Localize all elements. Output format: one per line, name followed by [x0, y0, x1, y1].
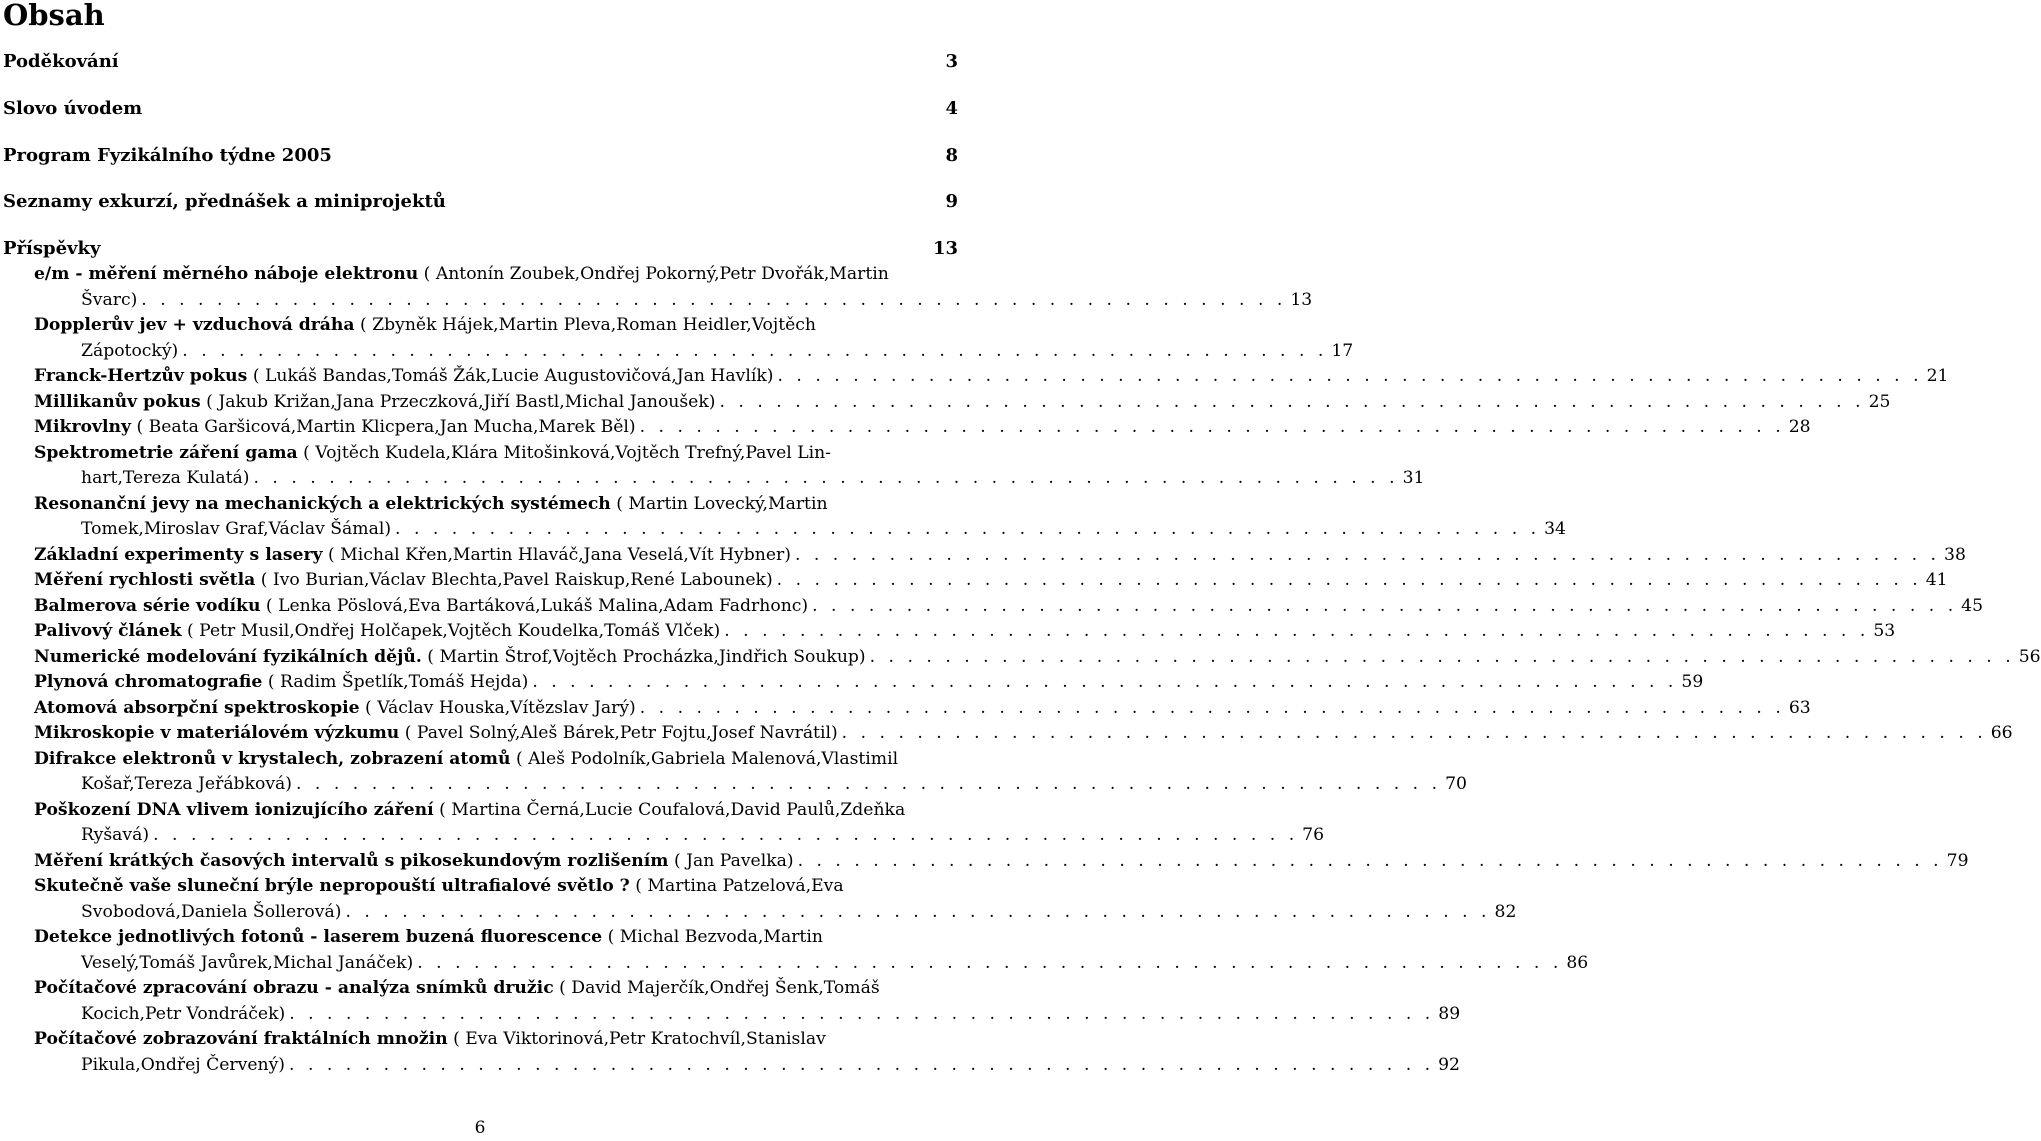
- entry-first-line: [34, 747, 958, 773]
- entry-first-line: [34, 313, 958, 339]
- entry-authors-cont: Kocich,Petr Vondráček): [81, 1003, 286, 1024]
- entry-authors: ( Lenka Pöslová,Eva Bartáková,Lukáš Malina,Adam Fadrhonc): [260, 595, 809, 616]
- entry-page: 66: [1990, 723, 2013, 743]
- entry-title: Mikrovlny: [34, 417, 131, 437]
- entry-title: Spektrometrie záření gama: [34, 442, 298, 463]
- dot-leader: . . . . . . . . . . . . . . . . . . . . . . . . . . . . . . . . . . . . . . . . . . . . . . . . . . . . . . . . . . . . .: [296, 774, 1442, 794]
- dot-leader: . . . . . . . . . . . . . . . . . . . . . . . . . . . . . . . . . . . . . . . . . . . . . . . . . . . . . . . . . . . . .: [794, 544, 1941, 565]
- toc-entry[interactable]: [34, 492, 1566, 543]
- entry-authors: ( Václav Houska,Vítězslav Jarý): [359, 697, 636, 718]
- entry-authors: ( Pavel Solný,Aleš Bárek,Petr Fojtu,Josef Navrátil): [399, 723, 838, 743]
- chapter-label: Seznamy exkurzí, přednášek a miniprojektů: [3, 191, 446, 212]
- toc-entry[interactable]: [34, 849, 1969, 875]
- chapter-page: 9: [945, 191, 958, 212]
- toc-entry[interactable]: [34, 721, 2013, 747]
- entry-text: [34, 849, 794, 875]
- entry-title: Detekce jednotlivých fotonů - laserem buzená fluorescence: [34, 927, 603, 947]
- entry-authors: ( David Majerčík,Ondřej Šenk,Tomáš: [553, 978, 880, 998]
- toc-entry[interactable]: [34, 696, 1811, 722]
- dot-leader: . . . . . . . . . . . . . . . . . . . . . . . . . . . . . . . . . . . . . . . . . . . . . . . . . . . . . . . . . . . . .: [639, 417, 1785, 437]
- toc-entry[interactable]: [34, 798, 1325, 849]
- entry-text: [34, 696, 636, 722]
- toc-entry[interactable]: [34, 594, 1984, 620]
- toc-entry[interactable]: [34, 670, 1704, 696]
- entry-authors-cont: Pikula,Ondřej Červený): [81, 1054, 286, 1075]
- entry-text: [34, 543, 791, 569]
- dot-leader: . . . . . . . . . . . . . . . . . . . . . . . . . . . . . . . . . . . . . . . . . . . . . . . . . . . . . . . . . . . . .: [797, 850, 1943, 871]
- entry-authors: ( Antonín Zoubek,Ondřej Pokorný,Petr Dvořák,Martin: [418, 264, 889, 284]
- toc-entry[interactable]: [34, 415, 1811, 441]
- entry-first-line: [34, 925, 958, 951]
- entry-authors: ( Eva Viktorinová,Petr Kratochvíl,Stanislav: [447, 1029, 826, 1049]
- entry-authors: ( Michal Křen,Martin Hlaváč,Jana Veselá,Vít Hybner): [322, 544, 791, 565]
- entry-authors-cont: Košař,Tereza Jeřábková): [81, 774, 292, 794]
- entry-authors: ( Aleš Podolník,Gabriela Malenová,Vlastimil: [510, 748, 899, 769]
- entry-text: [34, 364, 773, 390]
- entry-title: Dopplerův jev + vzduchová dráha: [34, 315, 355, 335]
- entry-first-line: [34, 441, 958, 467]
- toc-chapter-prispevky[interactable]: [3, 237, 958, 261]
- dot-leader: . . . . . . . . . . . . . . . . . . . . . . . . . . . . . . . . . . . . . . . . . . . . . . . . . . . . . . . . . . . . .: [777, 366, 1923, 386]
- page-number: 6: [474, 1118, 486, 1138]
- toc-entry[interactable]: [34, 747, 1467, 798]
- entry-authors-cont: Švarc): [81, 289, 138, 310]
- toc-chapter-program[interactable]: [3, 144, 958, 168]
- toc-entry[interactable]: [34, 543, 1966, 569]
- entry-authors-cont: Veselý,Tomáš Javůrek,Michal Janáček): [81, 952, 414, 973]
- entry-page: 56: [2018, 646, 2041, 667]
- entry-authors: ( Michal Bezvoda,Martin: [602, 927, 823, 947]
- toc-entry[interactable]: [34, 262, 1313, 313]
- chapter-label: Slovo úvodem: [3, 98, 143, 119]
- toc-entry[interactable]: [34, 390, 1891, 416]
- entry-first-line: [34, 1027, 958, 1053]
- entry-page: 28: [1788, 417, 1811, 437]
- entry-page: 34: [1544, 519, 1566, 539]
- dot-leader: . . . . . . . . . . . . . . . . . . . . . . . . . . . . . . . . . . . . . . . . . . . . . . . . . . . . . . . . . . . . .: [289, 1003, 1435, 1024]
- entry-title: Základní experimenty s lasery: [34, 544, 323, 565]
- entry-title: e/m - měření měrného náboje elektronu: [34, 264, 419, 284]
- entry-text: [34, 390, 715, 416]
- entry-authors: ( Beata Garšicová,Martin Klicpera,Jan Mucha,Marek Běl): [130, 417, 636, 437]
- entry-authors: ( Martina Černá,Lucie Coufalová,David Paulů,Zdeňka: [433, 799, 906, 820]
- dot-leader: . . . . . . . . . . . . . . . . . . . . . . . . . . . . . . . . . . . . . . . . . . . . . . . . . . . . . . . . . . . . .: [153, 825, 1299, 845]
- entry-text: [34, 670, 528, 696]
- entry-title: Palivový článek: [34, 621, 182, 641]
- entry-first-line: [34, 262, 958, 288]
- entry-page: 45: [1961, 595, 1984, 616]
- entry-authors-cont: Tomek,Miroslav Graf,Václav Šámal): [81, 519, 392, 539]
- entry-title: Numerické modelování fyzikálních dějů.: [34, 646, 422, 667]
- entry-page: 41: [1925, 570, 1948, 590]
- entry-page: 17: [1331, 340, 1354, 361]
- entry-text: [34, 568, 773, 594]
- entry-title: Počítačové zobrazování fraktálních množin: [34, 1029, 448, 1049]
- entry-text: [34, 415, 636, 441]
- entry-title: Resonanční jevy na mechanických a elektrických systémech: [34, 493, 611, 514]
- dot-leader: . . . . . . . . . . . . . . . . . . . . . . . . . . . . . . . . . . . . . . . . . . . . . . . . . . . . . . . . . . . . .: [417, 952, 1563, 973]
- entry-page: 92: [1438, 1054, 1460, 1075]
- entry-authors: ( Jan Pavelka): [668, 850, 794, 871]
- dot-leader: . . . . . . . . . . . . . . . . . . . . . . . . . . . . . . . . . . . . . . . . . . . . . . . . . . . . . . . . . . . . .: [841, 723, 1987, 743]
- toc-entry[interactable]: [34, 364, 1949, 390]
- entry-authors: ( Lukáš Bandas,Tomáš Žák,Lucie Augustovičová,Jan Havlík): [247, 366, 774, 386]
- toc-chapter-slovo-uvodem[interactable]: [3, 97, 958, 121]
- chapter-page: 3: [945, 51, 958, 72]
- entry-title: Poškození DNA vlivem ionizujícího záření: [34, 799, 434, 820]
- page-title: Obsah: [3, 0, 105, 32]
- toc-entry[interactable]: [34, 976, 1461, 1027]
- entry-page: 86: [1566, 952, 1589, 973]
- entry-title: Difrakce elektronů v krystalech, zobrazení atomů: [34, 748, 511, 769]
- contributions-list: [0, 262, 2041, 1078]
- entry-page: 31: [1402, 468, 1425, 488]
- toc-chapter-seznamy[interactable]: [3, 190, 958, 214]
- entry-page: 53: [1873, 621, 1896, 641]
- entry-text: [34, 645, 866, 671]
- dot-leader: . . . . . . . . . . . . . . . . . . . . . . . . . . . . . . . . . . . . . . . . . . . . . . . . . . . . . . . . . . . . .: [812, 595, 1958, 616]
- entry-authors: ( Jakub Križan,Jana Przeczková,Jiří Bastl,Michal Janoušek): [200, 391, 716, 412]
- toc-entry[interactable]: [34, 645, 2041, 671]
- entry-authors: ( Vojtěch Kudela,Klára Mitošinková,Vojtěch Trefný,Pavel Lin-: [297, 442, 831, 463]
- chapter-page: 8: [945, 145, 958, 166]
- entry-page: 13: [1290, 289, 1313, 310]
- toc-entry[interactable]: [34, 874, 1517, 925]
- entry-first-line: [34, 874, 958, 900]
- dot-leader: . . . . . . . . . . . . . . . . . . . . . . . . . . . . . . . . . . . . . . . . . . . . . . . . . . . . . . . . . . . . .: [719, 391, 1865, 412]
- entry-text: [34, 594, 808, 620]
- entry-authors-cont: Svobodová,Daniela Šollerová): [81, 901, 342, 922]
- entry-authors: ( Martin Lovecký,Martin: [610, 493, 828, 514]
- entry-page: 21: [1926, 366, 1949, 386]
- entry-authors-cont: Zápotocký): [81, 340, 179, 361]
- toc-entry[interactable]: [34, 441, 1425, 492]
- entry-title: Balmerova série vodíku: [34, 595, 261, 616]
- toc-entry[interactable]: [34, 1027, 1460, 1078]
- chapter-label: Program Fyzikálního týdne 2005: [3, 145, 332, 166]
- dot-leader: . . . . . . . . . . . . . . . . . . . . . . . . . . . . . . . . . . . . . . . . . . . . . . . . . . . . . . . . . . . . .: [724, 621, 1870, 641]
- entry-text: [34, 721, 838, 747]
- entry-authors-cont: hart,Tereza Kulatá): [81, 468, 250, 488]
- entry-first-line: [34, 798, 958, 824]
- entry-text: [34, 619, 720, 645]
- entry-title: Atomová absorpční spektroskopie: [34, 697, 360, 718]
- toc-entry[interactable]: [34, 313, 1354, 364]
- toc-chapter-podekovani[interactable]: [3, 50, 958, 74]
- dot-leader: . . . . . . . . . . . . . . . . . . . . . . . . . . . . . . . . . . . . . . . . . . . . . . . . . . . . . . . . . . . . .: [345, 901, 1491, 922]
- entry-page: 63: [1788, 697, 1811, 718]
- entry-title: Franck-Hertzův pokus: [34, 366, 248, 386]
- entry-title: Plynová chromatografie: [34, 672, 263, 692]
- entry-page: 25: [1868, 391, 1891, 412]
- dot-leader: . . . . . . . . . . . . . . . . . . . . . . . . . . . . . . . . . . . . . . . . . . . . . . . . . . . . . . . . . . . . .: [253, 468, 1399, 488]
- entry-first-line: [34, 976, 958, 1002]
- entry-authors-cont: Ryšavá): [81, 825, 150, 845]
- entry-title: Měření rychlosti světla: [34, 570, 256, 590]
- dot-leader: . . . . . . . . . . . . . . . . . . . . . . . . . . . . . . . . . . . . . . . . . . . . . . . . . . . . . . . . . . . . .: [182, 340, 1328, 361]
- toc-entry[interactable]: [34, 619, 1896, 645]
- entry-title: Mikroskopie v materiálovém výzkumu: [34, 723, 400, 743]
- chapter-page: 4: [945, 98, 958, 119]
- entry-page: 89: [1438, 1003, 1461, 1024]
- entry-authors: ( Petr Musil,Ondřej Holčapek,Vojtěch Koudelka,Tomáš Vlček): [181, 621, 721, 641]
- dot-leader: . . . . . . . . . . . . . . . . . . . . . . . . . . . . . . . . . . . . . . . . . . . . . . . . . . . . . . . . . . . . .: [289, 1054, 1435, 1075]
- entry-page: 82: [1494, 901, 1517, 922]
- dot-leader: . . . . . . . . . . . . . . . . . . . . . . . . . . . . . . . . . . . . . . . . . . . . . . . . . . . . . . . . . . . . .: [776, 570, 1922, 590]
- entry-authors: ( Zbyněk Hájek,Martin Pleva,Roman Heidler,Vojtěch: [354, 315, 816, 335]
- entry-page: 76: [1302, 825, 1325, 845]
- entry-authors: ( Ivo Burian,Václav Blechta,Pavel Raiskup,René Labounek): [255, 570, 773, 590]
- entry-page: 59: [1681, 672, 1704, 692]
- toc-entry[interactable]: [34, 568, 1948, 594]
- dot-leader: . . . . . . . . . . . . . . . . . . . . . . . . . . . . . . . . . . . . . . . . . . . . . . . . . . . . . . . . . . . . .: [639, 697, 1785, 718]
- entry-page: 70: [1445, 774, 1467, 794]
- chapter-label: Poděkování: [3, 51, 119, 72]
- entry-title: Millikanův pokus: [34, 391, 201, 412]
- dot-leader: . . . . . . . . . . . . . . . . . . . . . . . . . . . . . . . . . . . . . . . . . . . . . . . . . . . . . . . . . . . . .: [869, 646, 2015, 667]
- entry-title: Počítačové zpracování obrazu - analýza snímků družic: [34, 978, 554, 998]
- entry-authors: ( Radim Špetlík,Tomáš Hejda): [262, 672, 529, 692]
- entry-authors: ( Martina Patzelová,Eva: [629, 876, 844, 896]
- entry-authors: ( Martin Štrof,Vojtěch Procházka,Jindřich Soukup): [421, 646, 866, 667]
- chapter-label: Příspěvky: [3, 238, 101, 259]
- chapter-page: 13: [932, 238, 958, 259]
- dot-leader: . . . . . . . . . . . . . . . . . . . . . . . . . . . . . . . . . . . . . . . . . . . . . . . . . . . . . . . . . . . . .: [141, 289, 1287, 310]
- entry-first-line: [34, 492, 958, 518]
- dot-leader: . . . . . . . . . . . . . . . . . . . . . . . . . . . . . . . . . . . . . . . . . . . . . . . . . . . . . . . . . . . . .: [395, 519, 1541, 539]
- toc-entry[interactable]: [34, 925, 1589, 976]
- entry-title: Měření krátkých časových intervalů s pikosekundovým rozlišením: [34, 850, 669, 871]
- entry-page: 38: [1944, 544, 1966, 565]
- dot-leader: . . . . . . . . . . . . . . . . . . . . . . . . . . . . . . . . . . . . . . . . . . . . . . . . . . . . . . . . . . . . .: [532, 672, 1678, 692]
- entry-page: 79: [1946, 850, 1969, 871]
- entry-title: Skutečně vaše sluneční brýle nepropouští ultrafialové světlo ?: [34, 876, 630, 896]
